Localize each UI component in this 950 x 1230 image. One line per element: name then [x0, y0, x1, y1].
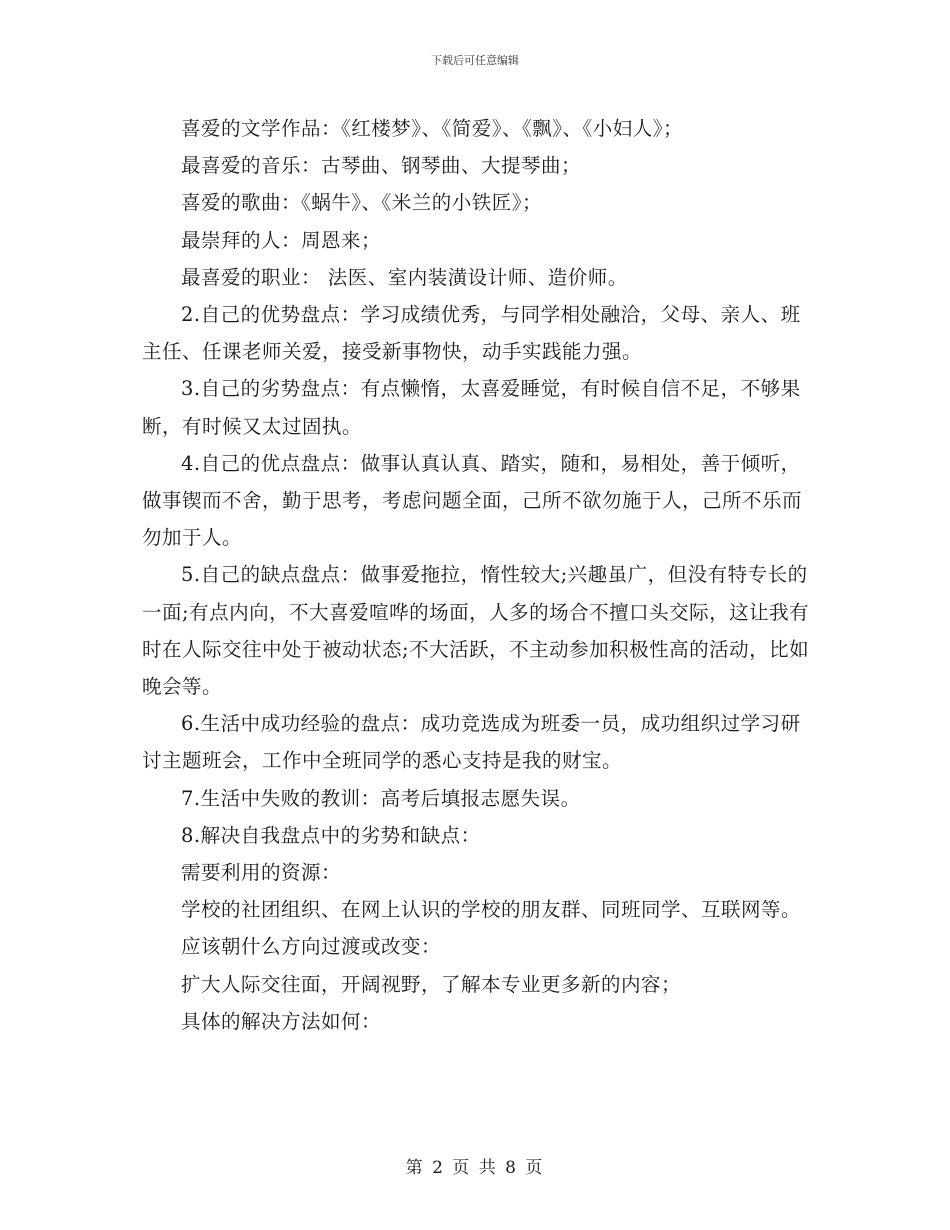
paragraph: 具体的解决方法如何： — [181, 1009, 382, 1033]
paragraph: 最崇拜的人：周恩来； — [181, 228, 382, 252]
paragraph: 扩大人际交往面，开阔视野，了解本专业更多新的内容； — [181, 972, 682, 996]
page-label-prefix: 第 — [405, 1158, 425, 1178]
total-page-count: 8 — [505, 1158, 518, 1178]
paragraph: 6.生活中成功经验的盘点：成功竞选成为班委一员，成功组织过学习研讨主题班会，工作中全班同学的悉心支持是我的财宝。 — [142, 712, 801, 773]
paragraph: 需要利用的资源： — [181, 861, 342, 885]
paragraph: 喜爱的歌曲：《蜗牛》、《米兰的小铁匠》； — [181, 191, 543, 215]
page-label-suffix: 页 — [525, 1158, 545, 1178]
paragraph: 5.自己的缺点盘点：做事爱拖拉，惰性较大;兴趣虽广，但没有特专长的一面;有点内向，不大喜爱喧哗的场面，人多的场合不擅口头交际，这让我有时在人际交往中处于被动状态;不大活跃，不主动参加积极性高的活动，比如晚会等。 — [142, 563, 810, 699]
page-header: 下载后可任意编辑 — [431, 54, 519, 67]
paragraph: 喜爱的文学作品：《红楼梦》、《简爱》、《飘》、《小妇人》； — [181, 117, 684, 140]
paragraph: 应该朝什么方向过渡或改变： — [181, 935, 442, 959]
page-footer — [0, 1153, 950, 1178]
paragraph: 7.生活中失败的教训：高考后填报志愿失误。 — [181, 786, 581, 810]
paragraph: 4.自己的优点盘点：做事认真认真、踏实，随和，易相处，善于倾听，做事锲而不舍，勤于思考，考虑问题全面，己所不欲勿施于人，己所不乐而勿加于人。 — [142, 451, 803, 550]
paragraph: 8.解决自我盘点中的劣势和缺点： — [181, 823, 481, 847]
current-page-number: 2 — [432, 1158, 445, 1178]
paragraph: 最喜爱的职业： 法医、室内装潢设计师、造价师。 — [181, 265, 628, 289]
page-label-middle: 页 共 — [452, 1158, 498, 1178]
paragraph: 最喜爱的音乐：古琴曲、钢琴曲、大提琴曲； — [181, 154, 582, 178]
paragraph: 2.自己的优势盘点：学习成绩优秀，与同学相处融洽，父母、亲人、班主任、任课老师关爱，接受新事物快，动手实践能力强。 — [142, 303, 801, 364]
document-body — [142, 110, 810, 1040]
paragraph: 3.自己的劣势盘点：有点懒惰，太喜爱睡觉，有时候自信不足，不够果断，有时候又太过固执。 — [142, 377, 801, 438]
paragraph: 学校的社团组织、在网上认识的学校的朋友群、同班同学、互联网等。 — [181, 898, 802, 922]
